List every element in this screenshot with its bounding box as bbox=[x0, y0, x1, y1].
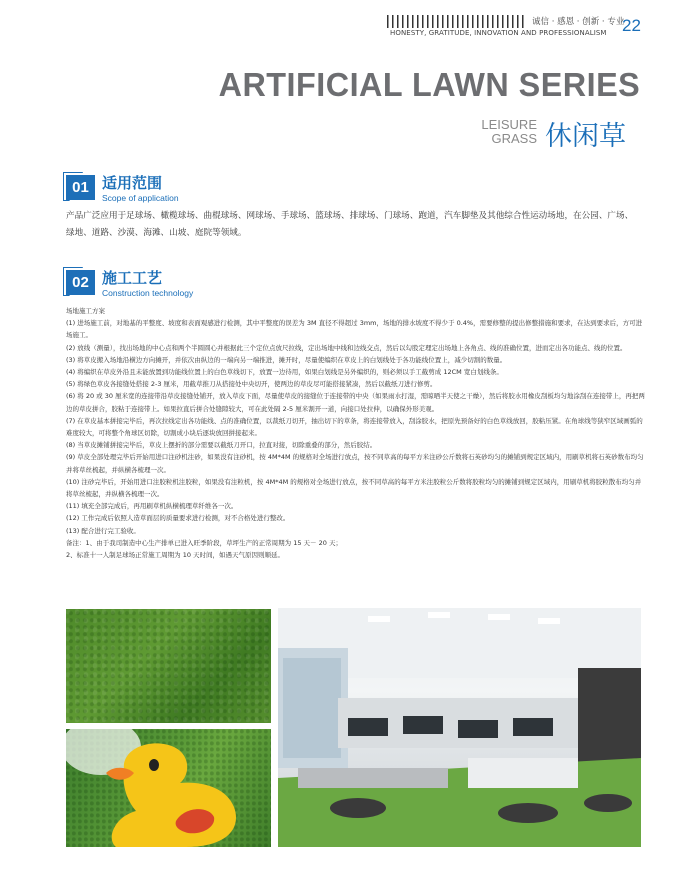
construction-line: (2) 放线（测量），找出场地的中心点和两个半圆圆心并根据此三个定位点放尺拉线，定出场地中线和边线交点，然后以勾股定理定出场地上各角点、线的准确位置，进而定出各功能点、线的位置。 bbox=[66, 343, 627, 352]
construction-line: 备注：1、由于我司制造中心生产排单已进入旺季阶段，草坪生产的正常周期为 15 天－ 20 天； bbox=[66, 538, 342, 547]
tagline-en: HONESTY, GRATITUDE, INNOVATION AND PROFESSIONALISM bbox=[390, 29, 607, 37]
duck-lawn-photo bbox=[66, 729, 271, 847]
section2-subtitle: Construction technology bbox=[102, 288, 194, 298]
leisure-line1: LEISURE bbox=[481, 117, 537, 132]
construction-line: 场地施工方案 bbox=[66, 307, 105, 315]
construction-line: (12) 工作完成后依照人造草面层的质量要求进行检测，对不合格处进行整改。 bbox=[66, 514, 290, 523]
page-number: 22 bbox=[622, 16, 641, 35]
construction-line: (5) 将绿色草皮各接缝处搭接 2-3 厘米，用截草推刀从搭接处中央切开，使两边的草皮尽可能搭接紧凑，然后以截纸刀进行修剪。 bbox=[66, 380, 437, 389]
construction-line: (10) 注砂完毕后，开始用进口注胶粒机注胶粒，如果没有注粒机，按 4M*4M 的规格对全场进行放点，按不同草高的每平方米注胶粒公斤数将胶粒均匀的摊铺到规定区域内，用刷草机将胶粒散布均匀并将草丝梳起，并纵横各梳理一次。 bbox=[66, 477, 642, 499]
tagline-cn: 诚信 · 感恩 · 创新 · 专业 bbox=[532, 17, 625, 27]
leisure-grass-label bbox=[481, 118, 537, 146]
section1-title: 适用范围 bbox=[102, 174, 163, 192]
section1-subtitle: Scope of application bbox=[102, 193, 179, 203]
section2-number: 02 bbox=[66, 270, 95, 295]
construction-line: (4) 将编织在草皮外沿且未能放置到功能线位置上的白色草线切下，放置一边待用，如果白划线是另外编织的，则必须以手工截剪成 12CM 宽白划线条。 bbox=[66, 368, 503, 377]
construction-line: (11) 填充全部完成后，再用刷草机纵横梳理草纤维各一次。 bbox=[66, 502, 238, 511]
construction-line: (13) 配合进行完工验收。 bbox=[66, 526, 140, 535]
barcode-decoration bbox=[387, 15, 527, 28]
series-title-cn: 休闲草 bbox=[545, 121, 626, 152]
section1-text: 产品广泛应用于足球场、橄榄球场、曲棍球场、网球场、手球场、篮球场、排球场、门球场、跑道，汽车脚垫及其他综合性运动场地，在公园、广场、绿地、道路、沙漠、海滩、山坡、庭院等领域。 bbox=[66, 211, 634, 238]
construction-line: (3) 将草皮搬入场地沿横边方向摊开，并依次由纵边的一端向另一端推进，摊开时，尽量使编织在草皮上的白划线处于各功能线位置上，减少切割的数量。 bbox=[66, 355, 507, 364]
office-photo bbox=[278, 608, 641, 847]
construction-line: (7) 在草皮基本拼接完毕后，再次拉线定出各功能线、点的准确位置，以裁纸刀切开，抽出切下的草条，将连接带放入，刮涂胶水，把原先预备好的白色草线放回，胶粘压紧。在角球线等狭窄区域画弧的难度较大，可将整个角球区切除，切割成小块后逐块放回拼接起来。 bbox=[66, 416, 643, 438]
construction-line: (6) 将 20 或 30 厘米宽的连接带沿草皮接缝处铺开，放入草皮下面，尽量使草皮的接缝位于连接带的中央（如果雨水打湿，需晾晒半天使之干燥），然后将胶水用橡皮刮板均匀地涂刮在连接带上，再把两边的草皮拼合，胶粘于连接带上。如果拉直后拼合处缝隙较大，可在此处隔 2-5 厘米割开一道，向接口处拉伸，以确保外形美观。 bbox=[66, 392, 645, 413]
office-illustration bbox=[278, 608, 641, 847]
duck-illustration bbox=[66, 729, 271, 847]
grass-closeup-photo bbox=[66, 609, 271, 723]
construction-text bbox=[66, 305, 646, 561]
construction-line: (1) 进场施工前，对地基的平整度、坡度和表面观感进行检测，其中平整度的误差为 3M 直径不得超过 3mm，场地的排水坡度不得少于 0.4%，需要修整的提出修整措施和要求，在达到要求后，方可进场施工。 bbox=[66, 319, 643, 340]
section1-number: 01 bbox=[66, 175, 95, 200]
construction-line: (8) 当草皮摊铺拼接完毕后，草皮上摆折的部分需要以截纸刀开口，拉直对接，切除重叠的部分，然后胶结。 bbox=[66, 441, 377, 450]
leisure-line2: GRASS bbox=[491, 131, 537, 146]
series-title: ARTIFICIAL LAWN SERIES bbox=[218, 66, 640, 103]
construction-line: (9) 草皮全部处理完毕后开始用进口注砂机注砂，如果没有注砂机，按 4M*4M 的规格对全场进行放点，按不同草高的每平方米注砂公斤数将石英砂均匀的摊铺到规定区域内，用刷草机将石英砂数布均匀并将草丝梳起，并纵横各梳理一次。 bbox=[66, 453, 644, 474]
construction-line: 2、标准十一人制足球场正常施工周期为 10 天时间，如遇天气原因则顺延。 bbox=[66, 551, 285, 560]
section2-title: 施工工艺 bbox=[102, 269, 163, 287]
